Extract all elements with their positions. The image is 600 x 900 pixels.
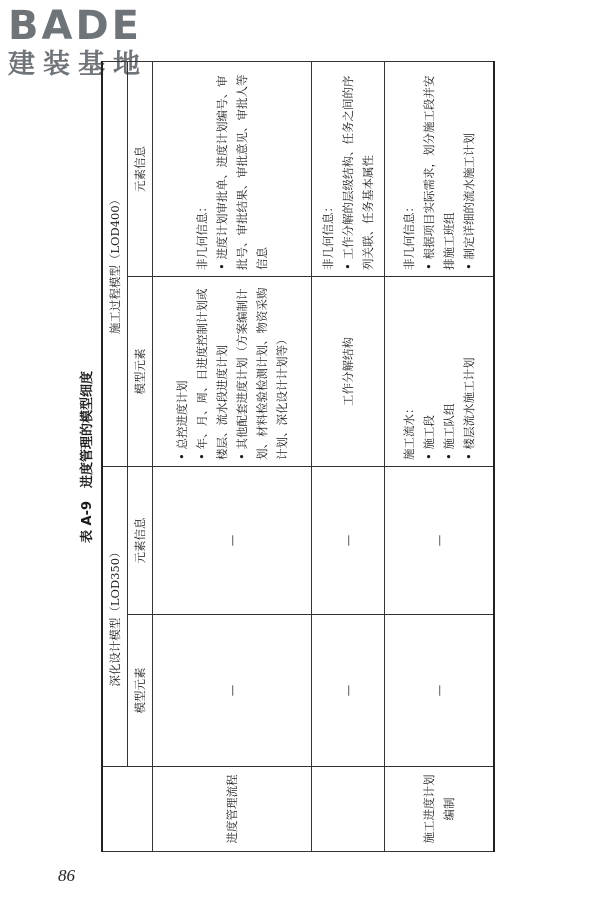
- table-subheader-row: [128, 61, 153, 851]
- rotated-table-container: [75, 62, 579, 852]
- construct-info-cell: [385, 61, 495, 276]
- model-detail-table: [101, 61, 495, 852]
- cell-line: • 年、月、周、日进度控制计划或楼层、流水段进度计划: [195, 288, 229, 460]
- cell-line: 施工流水：: [402, 402, 416, 460]
- header-construct-model-element: 模型元素: [128, 276, 153, 466]
- header-deep-model-element: 模型元素: [128, 615, 153, 767]
- cell-line: • 制定详细的流水施工计划: [462, 133, 476, 270]
- deep-info-cell: —: [312, 466, 385, 614]
- construct-info-cell: [153, 61, 312, 276]
- cell-line: • 进度计划审批单、进度计划编号、审批号、审批结果、审批意见、审批人等信息: [215, 74, 269, 270]
- table-caption: 表 A-9 进度管理的模型细度: [80, 370, 95, 544]
- cell-line: • 根据项目实际需求，划分施工段并安排施工班组: [422, 75, 456, 270]
- cell-line: • 楼层流水施工计划: [462, 357, 476, 460]
- table-row: [385, 61, 495, 851]
- cell-line: 非几何信息：: [402, 200, 416, 270]
- header-construct-element-info: 元素信息: [128, 61, 153, 276]
- deep-info-cell: —: [153, 466, 312, 614]
- header-stage: [102, 767, 153, 852]
- construct-element-cell: [153, 276, 312, 466]
- cell-line: • 施工段: [422, 415, 436, 460]
- construct-element-cell: [385, 276, 495, 466]
- stage-cell: [312, 767, 385, 852]
- table-row: [153, 61, 312, 851]
- logo-subtitle: 建装基地: [8, 49, 148, 80]
- stage-cell: 进度管理流程: [153, 767, 312, 852]
- header-construction: 施工过程模型（LOD400）: [102, 61, 128, 466]
- header-deep-element-info: 元素信息: [128, 466, 153, 614]
- deep-element-cell: —: [153, 615, 312, 767]
- stage-cell: 施工进度计划编制: [385, 767, 495, 852]
- cell-line: • 工作分解的层级结构、任务之间的序列关联、任务基本属性: [341, 75, 375, 270]
- deep-element-cell: —: [312, 615, 385, 767]
- table-header-row: [102, 61, 128, 851]
- cell-line: • 其他配套进度计划（方案编制计划、材料检验检测计划、物资采购计划、深化设计计划等）: [235, 287, 289, 460]
- cell-line: • 施工队组: [442, 403, 456, 460]
- cell-line: • 总控进度计划: [175, 380, 189, 460]
- cell-line: 非几何信息：: [195, 200, 209, 270]
- deep-info-cell: —: [385, 466, 495, 614]
- table-row: [312, 61, 385, 851]
- page-number: 86: [58, 866, 75, 885]
- cell-line: 工作分解结构: [341, 336, 355, 406]
- deep-element-cell: —: [385, 615, 495, 767]
- logo-wordmark: BADE: [8, 3, 142, 49]
- cell-line: 非几何信息：: [321, 200, 335, 270]
- construct-element-cell: [312, 276, 385, 466]
- construct-info-cell: [312, 61, 385, 276]
- header-deep-design: 深化设计模型（LOD350）: [102, 466, 128, 766]
